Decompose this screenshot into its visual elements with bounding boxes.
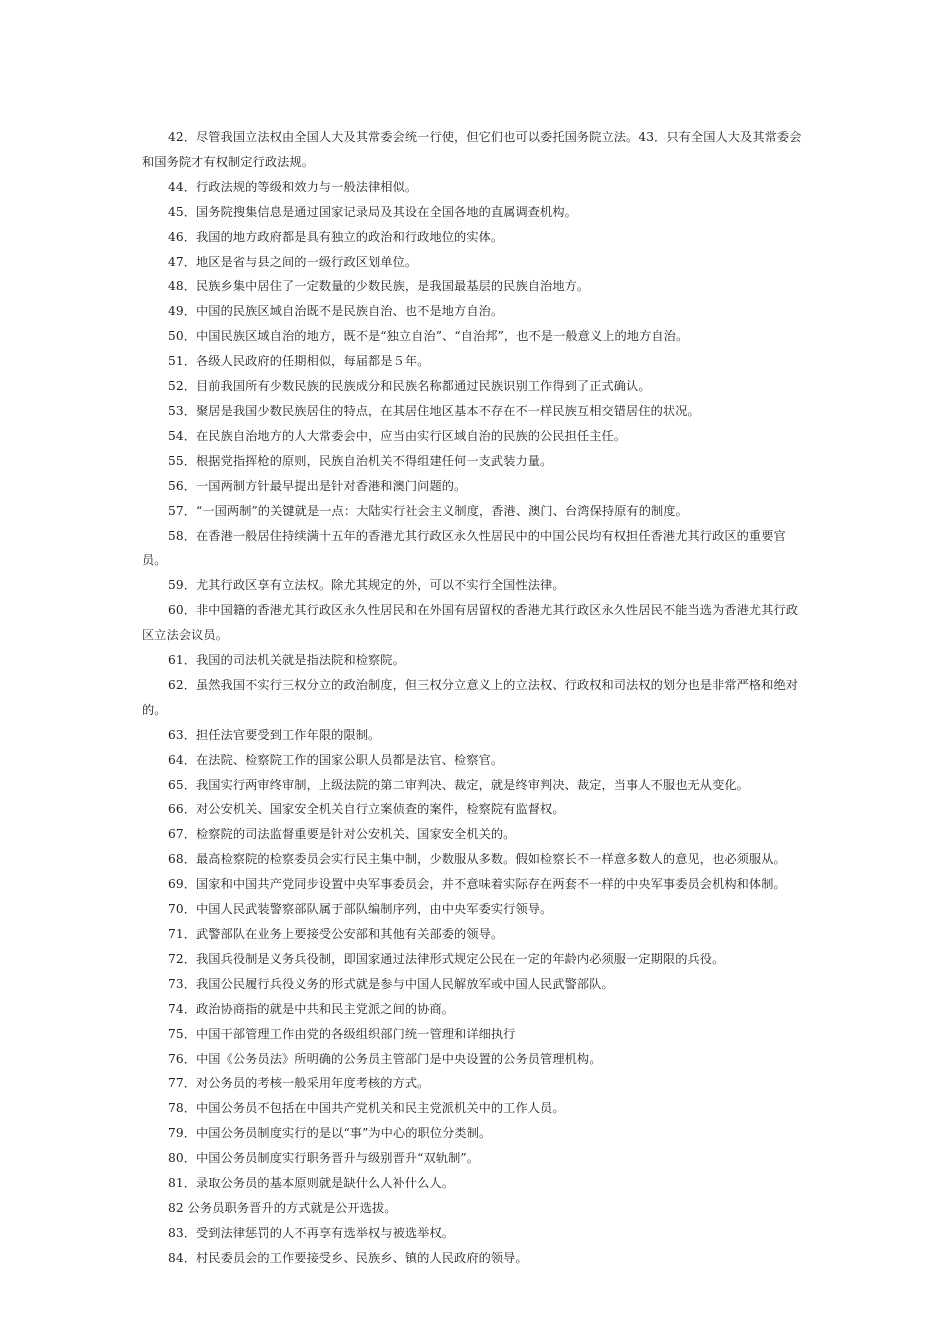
question-item: 75．中国干部管理工作由党的各级组织部门统一管理和详细执行 <box>168 1026 516 1041</box>
question-item: 69．国家和中国共产党同步设置中央军事委员会，并不意味着实际存在两套不一样的中央军事委员会机构和体制。 <box>168 877 786 892</box>
question-item: 74．政治协商指的就是中共和民主党派之间的协商。 <box>168 1001 455 1016</box>
question-item: 66．对公安机关、国家安全机关自行立案侦查的案件，检察院有监督权。 <box>168 802 565 817</box>
question-item: 58．在香港一般居住持续满十五年的香港尤其行政区永久性居民中的中国公民均有权担任香港尤其行政区的重要官员。 <box>142 528 786 568</box>
question-item: 45．国务院搜集信息是通过国家记录局及其设在全国各地的直属调查机构。 <box>168 204 577 219</box>
question-item: 59．尤其行政区享有立法权。除尤其规定的外，可以不实行全国性法律。 <box>168 578 565 593</box>
question-item: 78．中国公务员不包括在中国共产党机关和民主党派机关中的工作人员。 <box>168 1101 565 1116</box>
question-item: 64．在法院、检察院工作的国家公职人员都是法官、检察官。 <box>168 752 504 767</box>
question-item: 53．聚居是我国少数民族居住的特点，在其居住地区基本不存在不一样民族互相交错居住的状况。 <box>168 403 700 418</box>
question-item: 72．我国兵役制是义务兵役制，即国家通过法律形式规定公民在一定的年龄内必须服一定期限的兵役。 <box>168 951 725 966</box>
question-item: 63．担任法官要受到工作年限的限制。 <box>168 727 381 742</box>
question-item: 60．非中国籍的香港尤其行政区永久性居民和在外国有居留权的香港尤其行政区永久性居民不能当选为香港尤其行政区立法会议员。 <box>142 603 799 643</box>
question-item: 42．尽管我国立法权由全国人大及其常委会统一行使，但它们也可以委托国务院立法。43．只有全国人大及其常委会和国务院才有权制定行政法规。 <box>142 130 802 169</box>
question-item: 56．一国两制方针最早提出是针对香港和澳门问题的。 <box>168 478 467 493</box>
question-item: 76．中国《公务员法》所明确的公务员主管部门是中央设置的公务员管理机构。 <box>168 1051 602 1066</box>
question-item: 50．中国民族区域自治的地方，既不是“独立自治”、“自治邦”，也不是一般意义上的地方自治。 <box>168 329 689 344</box>
question-item: 46．我国的地方政府都是具有独立的政治和行政地位的实体。 <box>168 229 504 244</box>
question-item: 73．我国公民履行兵役义务的形式就是参与中国人民解放军或中国人民武警部队。 <box>168 976 614 991</box>
question-item: 81．录取公务员的基本原则就是缺什么人补什么人。 <box>168 1176 455 1191</box>
question-item: 51．各级人民政府的任期相似，每届都是５年。 <box>168 354 430 369</box>
question-item: 67．检察院的司法监督重要是针对公安机关、国家安全机关的。 <box>168 827 516 842</box>
question-list <box>142 125 808 1271</box>
question-item: 52．目前我国所有少数民族的民族成分和民族名称都通过民族识别工作得到了正式确认。 <box>168 379 651 394</box>
question-item: 61．我国的司法机关就是指法院和检察院。 <box>168 653 405 668</box>
question-item: 80．中国公务员制度实行职务晋升与级别晋升“双轨制”。 <box>168 1151 479 1166</box>
question-item: 48．民族乡集中居住了一定数量的少数民族，是我国最基层的民族自治地方。 <box>168 279 590 294</box>
question-item: 68．最高检察院的检察委员会实行民主集中制，少数服从多数。假如检察长不一样意多数人的意见，也必须服从。 <box>168 852 786 867</box>
question-item: 49．中国的民族区域自治既不是民族自治、也不是地方自治。 <box>168 304 504 319</box>
question-item: 83．受到法律惩罚的人不再享有选举权与被选举权。 <box>168 1225 455 1240</box>
question-item: 44．行政法规的等级和效力与一般法律相似。 <box>168 179 418 194</box>
question-item: 71．武警部队在业务上要接受公安部和其他有关部委的领导。 <box>168 927 504 941</box>
question-item: 82 公务员职务晋升的方式就是公开选拔。 <box>168 1200 397 1215</box>
question-item: 57．“一国两制”的关键就是一点：大陆实行社会主义制度，香港、澳门、台湾保持原有的制度。 <box>168 503 688 518</box>
question-item: 65．我国实行两审终审制，上级法院的第二审判决、裁定，就是终审判决、裁定，当事人不服也无从变化。 <box>168 777 749 792</box>
question-item: 55．根据党指挥枪的原则，民族自治机关不得组建任何一支武装力量。 <box>168 453 553 468</box>
question-item: 47．地区是省与县之间的一级行政区划单位。 <box>168 254 418 269</box>
question-item: 77．对公务员的考核一般采用年度考核的方式。 <box>168 1076 430 1091</box>
question-item: 62．虽然我国不实行三权分立的政治制度，但三权分立意义上的立法权、行政权和司法权的划分也是非常严格和绝对的。 <box>142 677 799 717</box>
question-item: 70．中国人民武装警察部队属于部队编制序列，由中央军委实行领导。 <box>168 902 553 917</box>
question-item: 54．在民族自治地方的人大常委会中，应当由实行区域自治的民族的公民担任主任。 <box>168 428 627 443</box>
question-item: 84．村民委员会的工作要接受乡、民族乡、镇的人民政府的领导。 <box>168 1250 528 1265</box>
question-item: 79．中国公务员制度实行的是以“事”为中心的职位分类制。 <box>168 1126 492 1141</box>
